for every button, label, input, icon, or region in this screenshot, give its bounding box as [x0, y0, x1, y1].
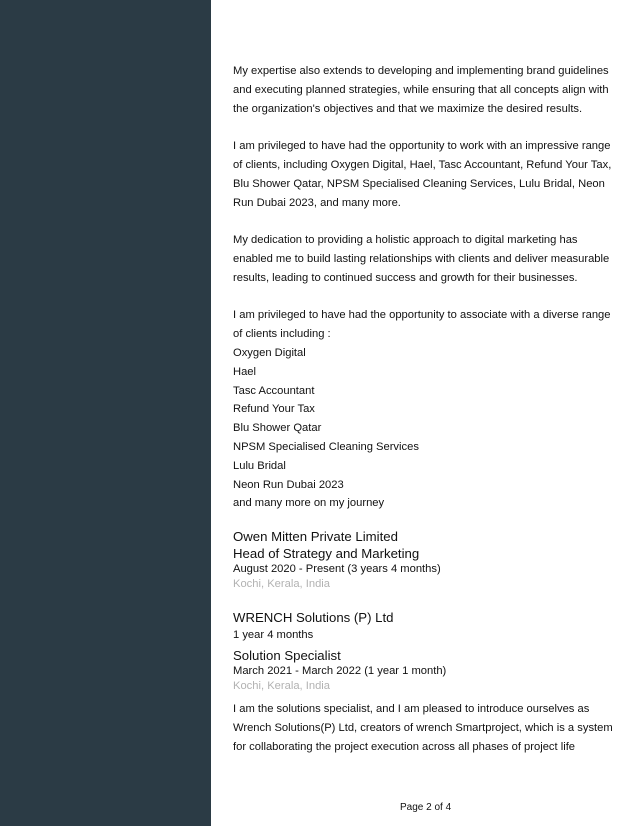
experience-entry [233, 609, 618, 756]
client-item: Refund Your Tax [233, 403, 315, 416]
client-item: Tasc Accountant [233, 384, 315, 397]
company-total-duration: 1 year 4 months [233, 629, 314, 642]
client-item: NPSM Specialised Cleaning Services [233, 440, 419, 453]
clients-intro: I am privileged to have had the opportunity to associate with a diverse range of clients including : [233, 309, 611, 341]
summary-paragraph: My dedication to providing a holistic approach to digital marketing has enabled me to build lasting relationships with clients and deliver measurable results, leading to continued success and growth for their businesses. [233, 234, 610, 284]
client-item: Oxygen Digital [233, 346, 306, 359]
job-title: Solution Specialist [233, 648, 341, 664]
client-item: and many more on my journey [233, 497, 385, 510]
client-item: Lulu Bridal [233, 459, 286, 472]
client-item: Blu Shower Qatar [233, 422, 322, 435]
job-dates: March 2021 - March 2022 (1 year 1 month) [233, 665, 447, 678]
client-item: Hael [233, 365, 257, 378]
summary-paragraph: I am privileged to have had the opportunity to work with an impressive range of clients, including Oxygen Digital, Hael, Tasc Accountant, Refund Your Tax, Blu Shower Qatar, NPSM Specialised Cleaning Services, Lulu Bridal, Neon Run Dubai 2023, and many more. [233, 140, 612, 209]
job-description: I am the solutions specialist, and I am pleased to introduce ourselves as Wrench Solutions(P) Ltd, creators of wrench Smartproject, which is a system for collaborating the project execution across all phases of project life [233, 703, 613, 753]
client-list [233, 344, 618, 513]
summary-paragraph: My expertise also extends to developing and implementing brand guidelines and executing planned strategies, while ensuring that all concepts align with the organization's objectives and that we maximize the desired results. [233, 65, 609, 115]
job-dates: August 2020 - Present (3 years 4 months) [233, 563, 441, 576]
job-title: Head of Strategy and Marketing [233, 546, 420, 562]
company-name: WRENCH Solutions (P) Ltd [233, 610, 394, 626]
company-name: Owen Mitten Private Limited [233, 529, 398, 545]
client-item: Neon Run Dubai 2023 [233, 478, 344, 491]
main-content [233, 62, 618, 757]
job-location: Kochi, Kerala, India [233, 578, 331, 591]
page-number: Page 2 of 4 [400, 802, 452, 813]
experience-entry [233, 528, 618, 592]
job-location: Kochi, Kerala, India [233, 680, 331, 693]
sidebar-panel [0, 0, 211, 826]
